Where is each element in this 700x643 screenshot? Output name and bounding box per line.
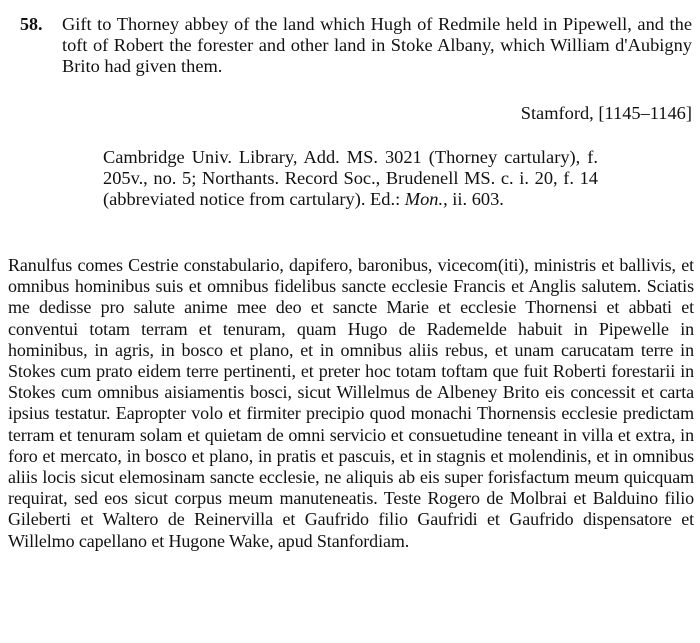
entry-number: 58. (20, 14, 43, 34)
entry (20, 14, 692, 77)
edition-title: Mon. (404, 189, 444, 209)
place-date: Stamford, [1145–1146] (520, 103, 692, 123)
charter-paragraph: Ranulfus comes Cestrie constabulario, dapifero, baronibus, vicecom(iti), ministris et ballivis, et omnibus hominibus suis et omnibus fidelibus sancte ecclesie Francis et Anglis salutem. Sciatis me dedisse pro salute anime mee deo et sancte Marie et ecclesie Thornensi et abbati et conventui totam terram et tenuram, quam Hugo de Rademelde habuit in Pipewelle in hominibus, in agris, in bosco et plano, et in omnibus aliis rebus, et unam carucatam terre in Stokes cum prato eidem terre pertinenti, et preter hoc totam toftam que fuit Roberti forestarii in Stokes cum omnibus aisiamentis bosci, sicut Willelmus de Albeney Brito eis concessit et carta ipsius testatur. Eapropter volo et firmiter precipio quod monachi Thornensis ecclesie predictam terram et tenuram solam et quietam de omni servicio et consuetudine teneant in villa et extra, in foro et mercato, in bosco et plano, in pratis et pascuis, et in stagnis et molendinis, et in omnibus aliis locis sicut elemosinam sancte ecclesie, ne aliquis ab eis super forisfactum meum quicquam requirat, sed eos sicut corpus meum manuteneatis. Teste Rogero de Molbrai et Balduino filio Gileberti et Waltero de Reinervilla et Gaufrido filio Gaufridi et Gaufrido dispensatore et Willelmo capellano et Hugone Wake, apud Stanfordiam. (8, 255, 694, 551)
entry-summary: Gift to Thorney abbey of the land which Hugh of Redmile held in Pipewell, and the toft of Robert the forester and other land in Stoke Albany, which William d'Aubigny Brito had given them. (62, 14, 692, 76)
source-citation (103, 147, 598, 210)
charter-text (8, 255, 694, 552)
source-citation-end: , ii. 603. (443, 189, 504, 209)
source-citation-text: Cambridge Univ. Library, Add. MS. 3021 (Thorney cartulary), f. 205v., no. 5; Northants. Record Soc., Brudenell MS. c. i. 20, f. 14 (abbreviated notice from cartulary). Ed.: (103, 147, 598, 209)
